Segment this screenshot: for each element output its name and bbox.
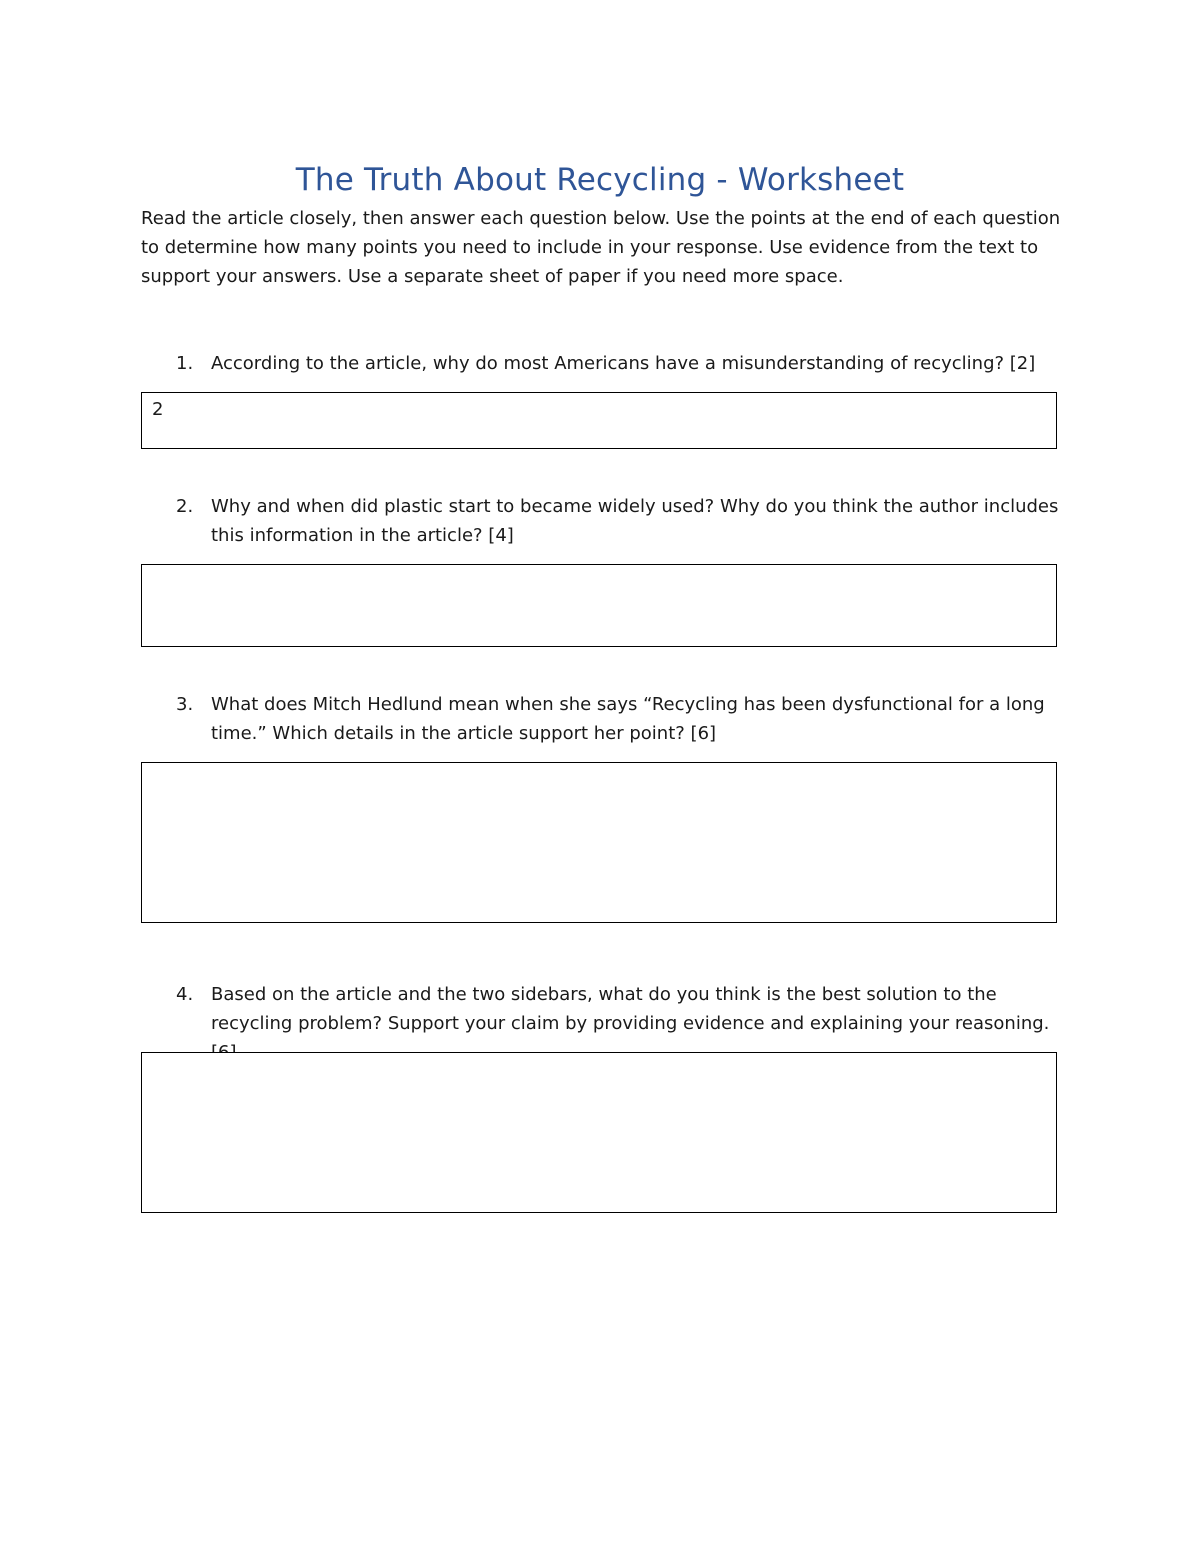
page-title: The Truth About Recycling - Worksheet xyxy=(295,162,905,198)
answer-box-1[interactable] xyxy=(141,392,1057,449)
answer-box-3[interactable] xyxy=(141,762,1057,923)
question-number: 2. xyxy=(176,496,194,517)
question-2 xyxy=(176,492,1061,550)
answer-text: 2 xyxy=(152,399,164,420)
answer-box-4[interactable] xyxy=(141,1052,1057,1213)
question-3 xyxy=(176,690,1061,748)
instructions-paragraph: Read the article closely, then answer each question below. Use the points at the end of each question to determine how many points you need to include in your response. Use evidence from the text to support your answers. Use a separate sheet of paper if you need more space. xyxy=(141,208,1061,287)
question-number: 1. xyxy=(176,353,194,374)
question-1 xyxy=(176,349,1061,378)
question-text: What does Mitch Hedlund mean when she says “Recycling has been dysfunctional for a long time.” Which details in the article support her point? [6] xyxy=(211,694,1045,744)
question-number: 4. xyxy=(176,984,194,1005)
question-text: Why and when did plastic start to became widely used? Why do you think the author includes this information in the article? [4] xyxy=(211,496,1059,546)
question-text: According to the article, why do most Americans have a misunderstanding of recycling? [2] xyxy=(211,353,1036,374)
question-text: Based on the article and the two sidebars, what do you think is the best solution to the recycling problem? Support your claim by providing evidence and explaining your reasoning. xyxy=(211,984,1050,1034)
answer-box-2[interactable] xyxy=(141,564,1057,647)
question-number: 3. xyxy=(176,694,194,715)
